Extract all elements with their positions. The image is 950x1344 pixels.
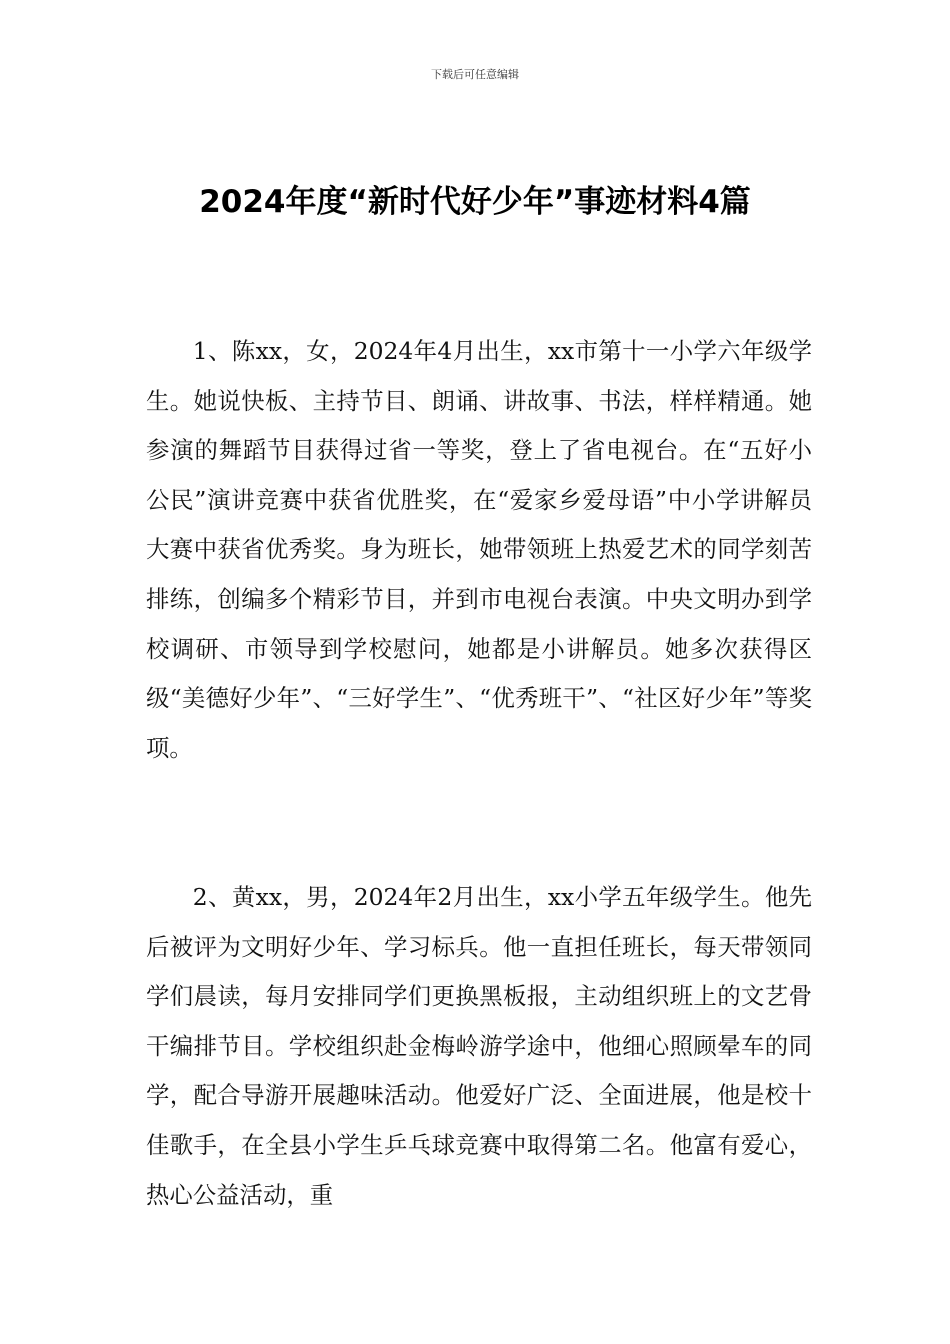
paragraph-2: 2、黄xx，男，2024年2月出生，xx小学五年级学生。他先后被评为文明好少年、学习标兵。他一直担任班长，每天带领同学们晨读，每月安排同学们更换黑板报，主动组织班上的文艺骨干编排节目。学校组织赴金梅岭游学途中，他细心照顾晕车的同学，配合导游开展趣味活动。他爱好广泛、全面进展，他是校十佳歌手，在全县小学生乒乓球竞赛中取得第二名。他富有爱心，热心公益活动，重 (146, 883, 812, 1209)
header-note: 下载后可任意编辑 (431, 68, 519, 81)
paragraph-1: 1、陈xx，女，2024年4月出生，xx市第十一小学六年级学生。她说快板、主持节目、朗诵、讲故事、书法，样样精通。她参演的舞蹈节目获得过省一等奖，登上了省电视台。在“五好小公民”演讲竞赛中获省优胜奖，在“爱家乡爱母语”中小学讲解员大赛中获省优秀奖。身为班长，她带领班上热爱艺术的同学刻苦排练，创编多个精彩节目，并到市电视台表演。中央文明办到学校调研、市领导到学校慰问，她都是小讲解员。她多次获得区级“美德好少年”、“三好学生”、“优秀班干”、“社区好少年”等奖项。 (146, 337, 812, 762)
document-title: 2024年度“新时代好少年”事迹材料4篇 (199, 184, 751, 220)
